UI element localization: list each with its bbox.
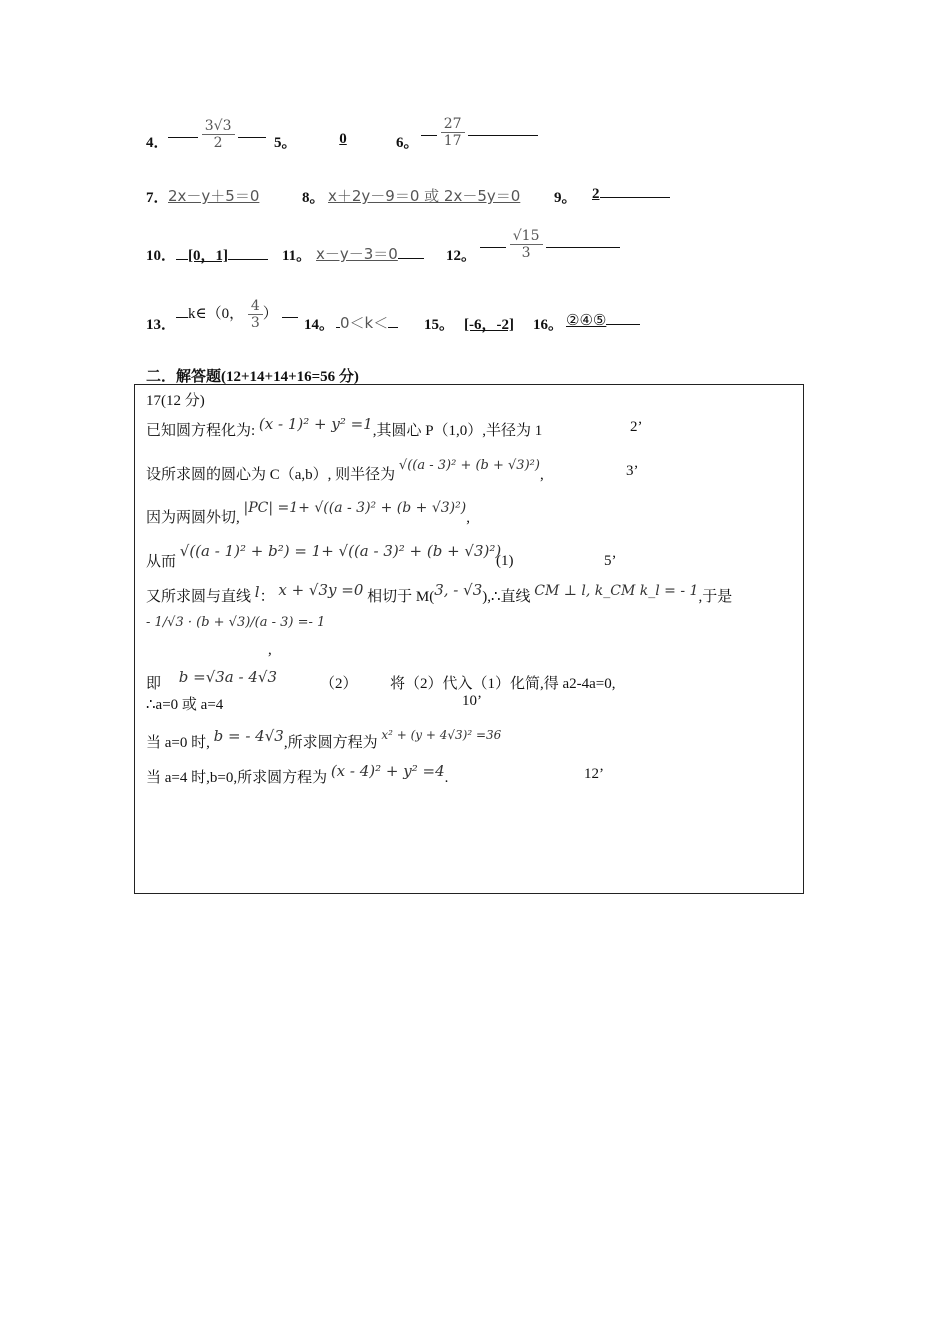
score-10: 10’ <box>462 693 482 709</box>
answer-9: 2 <box>580 186 675 203</box>
equation-2-tag: （2） <box>320 676 358 692</box>
solution-line-8: ∴a=0 或 a=4 <box>146 697 224 713</box>
answer-16: ②④⑤ <box>566 311 640 329</box>
answer-12-fraction: $\frac{√15}{3}$ <box>510 228 543 261</box>
circle-answer-2: (x - 4)² + y² =4 <box>330 762 445 780</box>
answer-13-fraction: $\frac{4}{3}$ <box>248 298 263 331</box>
solution-line-7: 即 b =√3a - 4√3 <box>146 668 277 692</box>
solution-line-6 <box>146 614 325 631</box>
answer-6-fraction: $\frac{27}{17}$ <box>441 116 465 149</box>
answer-15-label: 15。 <box>424 317 455 333</box>
substitution-text: 将（2）代入（1）化简,得 a2-4a=0, <box>390 676 616 692</box>
answer-7-label: 7． <box>146 190 169 206</box>
solution-line-4: 从而 √((a - 1)² + b²) = 1+ √((a - 3)² + (b + √3)²) <box>146 542 502 570</box>
answer-15: [-6，-2] <box>464 317 514 333</box>
equation-1-tag: (1) <box>496 553 514 569</box>
solution-line-9: 当 a=0 时, b = - 4√3,所求圆方程为 $^{x^2 + (y + 4√3)^2 =36}$ <box>146 727 502 751</box>
slope-product: - 1/√3 · (b + √3)/(a - 3) =- 1 <box>146 615 326 630</box>
circle-answer-1: x² + (y + 4√3)² =36 <box>381 728 502 742</box>
answer-8: x＋2y－9＝0 或 2x－5y＝0 <box>328 187 521 205</box>
answer-4-label: 4． <box>146 135 169 151</box>
answer-10-label: 10． <box>146 248 177 264</box>
answer-12-label: 12。 <box>446 248 477 264</box>
answer-4-fraction: $\frac{3√3}{2}$ <box>202 118 235 151</box>
tangent-condition: |PC| =1+ √((a - 3)² + (b + √3)²) <box>243 500 467 516</box>
answer-7: 2x－y＋5＝0 <box>168 187 260 205</box>
score-5: 5’ <box>604 553 617 569</box>
answer-14-label: 14。 <box>304 317 335 333</box>
answer-6 <box>421 116 538 149</box>
answer-16-label: 16。 <box>533 317 564 333</box>
equation-2: b =√3a - 4√3 <box>178 668 277 686</box>
perpendicular-condition: CM ⊥ l, k_CM k_l = - 1 <box>534 583 699 599</box>
score-3: 3’ <box>626 463 639 479</box>
solution-line-2: 设所求圆的圆心为 C（a,b）, 则半径为 √((a - 3)² + (b + √3)²), <box>146 458 544 483</box>
circle-equation: (x - 1)² + y² =1 <box>258 415 373 433</box>
answer-13-label: 13． <box>146 317 177 333</box>
radius-expression: √((a - 3)² + (b + √3)²) <box>398 458 540 473</box>
b-value: b = - 4√3 <box>213 727 284 745</box>
answer-14: 0＜k＜ <box>336 312 398 333</box>
point-m: 3, - √3 <box>434 581 483 599</box>
score-12: 12’ <box>584 766 604 782</box>
answer-4 <box>168 118 266 151</box>
solution-line-1: 已知圆方程化为: (x - 1)² + y² =1,其圆心 P（1,0）,半径为 1 <box>146 415 543 439</box>
problem-heading: 17(12 分) <box>146 393 205 409</box>
solution-line-5: 又所求圆与直线 l： x + √3y =0 相切于 M(3, - √3),∴直线 CM ⊥ l, k_CM k_l = - 1,于是 <box>146 581 733 605</box>
solution-line-6-comma: , <box>268 642 272 658</box>
answer-8-label: 8。 <box>302 190 325 206</box>
score-2: 2’ <box>630 419 643 435</box>
answer-5: 0 <box>339 131 347 147</box>
section-title: 二．解答题(12+14+14+16=56 分) <box>146 369 359 385</box>
answer-13: k∈（0， $\frac{4}{3}$ ） <box>176 298 298 331</box>
solution-line-10: 当 a=4 时,b=0,所求圆方程为 (x - 4)² + y² =4. <box>146 762 449 786</box>
answer-11-label: 11。 <box>282 248 312 264</box>
line-l-equation: x + √3y =0 <box>278 581 364 599</box>
answer-12 <box>480 228 620 261</box>
solution-line-3: 因为两圆外切, |PC| =1+ √((a - 3)² + (b + √3)²), <box>146 500 470 526</box>
answer-10: [0，1] <box>176 244 268 265</box>
answer-5-label: 5。 <box>274 135 297 151</box>
equation-1: √((a - 1)² + b²) = 1+ √((a - 3)² + (b + √3)²) <box>179 542 502 560</box>
answer-11: x－y－3＝0 <box>316 243 424 264</box>
answer-6-label: 6。 <box>396 135 419 151</box>
answer-9-label: 9。 <box>554 190 577 206</box>
